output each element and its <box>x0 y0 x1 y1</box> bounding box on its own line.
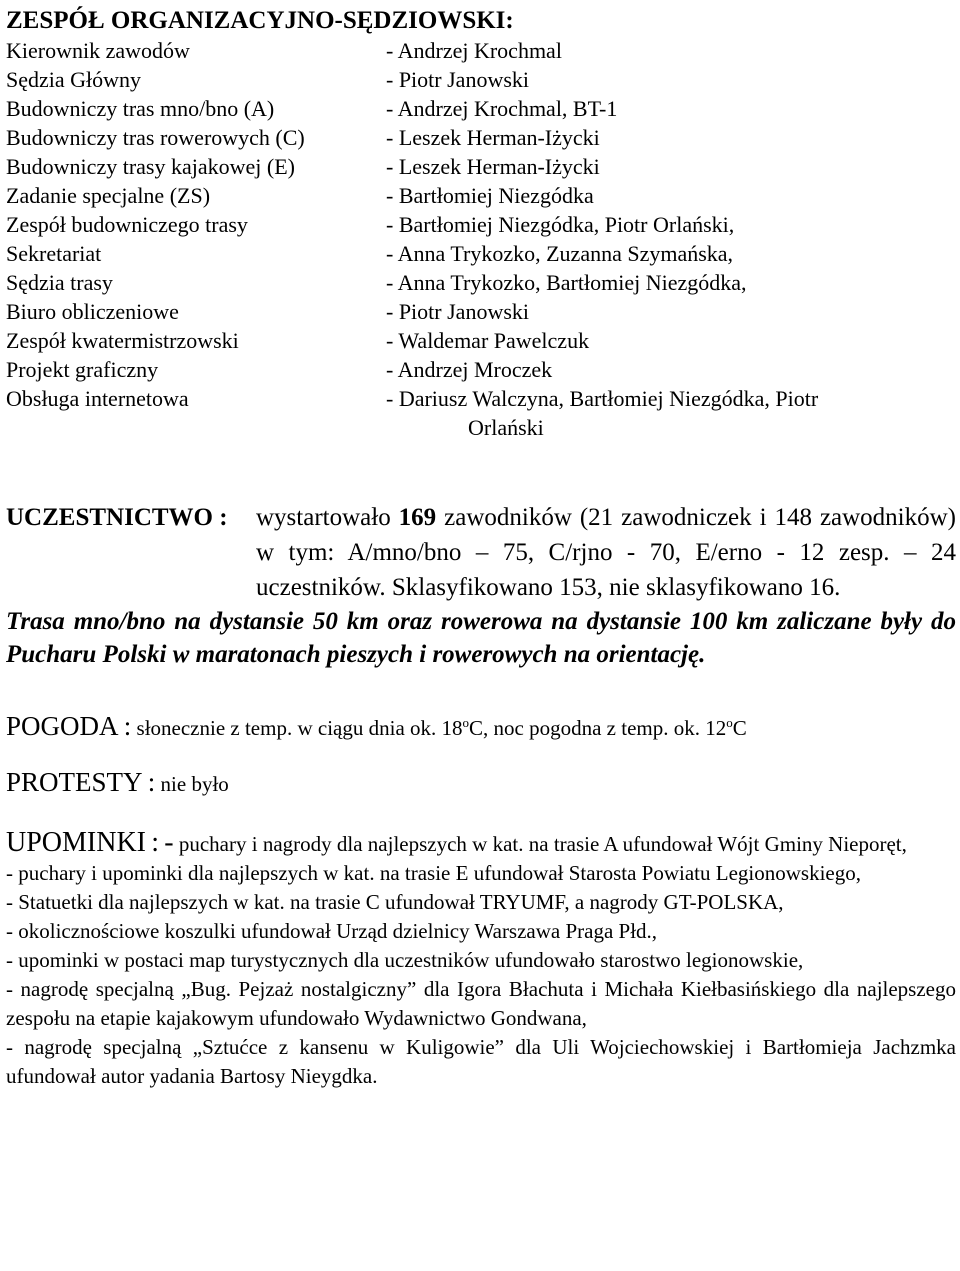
weather-separator: : <box>123 711 132 741</box>
prizes-section <box>6 828 956 1091</box>
staff-person: - Anna Trykozko, Bartłomiej Niezgódka, <box>386 270 747 295</box>
staff-role: Zespół budowniczego trasy <box>6 212 248 237</box>
staff-person: - Bartłomiej Niezgódka, Piotr Orlański, <box>386 212 735 237</box>
participation-text-after: zawodników (21 zawodniczek i 148 zawodników) w tym: A/mno/bno – 75, C/rjno - 70, E/erno - 12 zesp. – 24 uczestników. Sklasyfikowano 153, nie sklasyfikowano 16. <box>256 504 957 601</box>
weather-text-unit: C <box>732 716 747 740</box>
staff-role: Budowniczy tras mno/bno (A) <box>6 96 275 121</box>
prizes-label: UPOMINKI <box>6 827 146 858</box>
staff-row <box>6 239 956 268</box>
staff-person: - Dariusz Walczyna, Bartłomiej Niezgódka, Piotr <box>386 386 819 411</box>
staff-person: - Andrzej Mroczek <box>386 357 553 382</box>
staff-role: Obsługa internetowa <box>6 386 189 411</box>
staff-row <box>6 181 956 210</box>
staff-role: Kierownik zawodów <box>6 38 190 63</box>
staff-person: - Anna Trykozko, Zuzanna Szymańska, <box>386 241 734 266</box>
participation-separator: : <box>219 504 228 531</box>
staff-role: Projekt graficzny <box>6 357 159 382</box>
prize-item: - upominki w postaci map turystycznych dla uczestników ufundowało starostwo legionowskie, <box>6 948 804 972</box>
prizes-dash: - <box>164 827 174 858</box>
prize-item: - okolicznościowe koszulki ufundował Urząd dzielnicy Warszawa Praga Płd., <box>6 919 658 943</box>
staff-person-continuation: Orlański <box>468 415 544 440</box>
prize-item: - puchary i upominki dla najlepszych w kat. na trasie E ufundował Starosta Powiatu Legionowskiego, <box>6 861 861 885</box>
staff-row <box>6 355 956 384</box>
degree-sign: o <box>462 715 470 730</box>
staff-role: Zespół kwatermistrzowski <box>6 328 239 353</box>
staff-person: - Piotr Janowski <box>386 67 529 92</box>
staff-row <box>6 94 956 123</box>
weather-text-day: słonecznie z temp. w ciągu dnia ok. 18 <box>136 716 463 740</box>
participation-section <box>6 500 956 605</box>
document-page <box>6 6 956 1091</box>
participation-text <box>256 500 956 605</box>
staff-row <box>6 152 956 181</box>
staff-row-continuation <box>6 413 956 442</box>
cup-note: Trasa mno/bno na dystansie 50 km oraz rowerowa na dystansie 100 km zaliczane były do Pucharu Polski w maratonach pieszych i rowerowych na orientację. <box>6 608 956 668</box>
degree-sign: o <box>726 715 733 730</box>
staff-role: Biuro obliczeniowe <box>6 299 179 324</box>
participation-count: 169 <box>398 504 437 531</box>
prize-item: - nagrodę specjalną „Sztućce z kansenu w Kuligowie” dla Uli Wojciechowskiej i Bartłomieja Jachzmka ufundował autor yadania Bartosy Nieygdka. <box>6 1035 956 1088</box>
staff-role: Budowniczy trasy kajakowej (E) <box>6 154 295 179</box>
staff-row <box>6 65 956 94</box>
prize-item: - nagrodę specjalną „Bug. Pejzaż nostalgiczny” dla Igora Błachuta i Michała Kiełbasińskiego dla najlepszego zespołu na etapie kajakowym ufundowało Wydawnictwo Gondwana, <box>6 977 956 1030</box>
staff-person: - Waldemar Pawelczuk <box>386 328 590 353</box>
protests-text: nie było <box>160 772 229 796</box>
staff-person: - Leszek Herman-Iżycki <box>386 125 600 150</box>
participation-label <box>6 500 228 535</box>
protests-separator: : <box>147 767 156 797</box>
prizes-separator: : <box>151 827 160 858</box>
staff-role: Sędzia Główny <box>6 67 142 92</box>
staff-list <box>6 36 956 442</box>
protests-section <box>6 765 956 801</box>
weather-section <box>6 709 956 745</box>
staff-row <box>6 326 956 355</box>
staff-person: - Leszek Herman-Iżycki <box>386 154 600 179</box>
participation-label-text: UCZESTNICTWO <box>6 504 213 531</box>
staff-person: - Piotr Janowski <box>386 299 529 324</box>
staff-row <box>6 123 956 152</box>
section-heading-staff: ZESPÓŁ ORGANIZACYJNO-SĘDZIOWSKI: <box>6 7 514 34</box>
staff-row <box>6 268 956 297</box>
staff-person: - Andrzej Krochmal <box>386 38 562 63</box>
staff-role: Zadanie specjalne (ZS) <box>6 183 211 208</box>
prizes-first-item <box>6 828 956 859</box>
weather-text-night: C, noc pogodna z temp. ok. 12 <box>469 716 727 740</box>
staff-role: Budowniczy tras rowerowych (C) <box>6 125 305 150</box>
staff-person: - Andrzej Krochmal, BT-1 <box>386 96 618 121</box>
staff-row <box>6 384 956 413</box>
staff-person: - Bartłomiej Niezgódka <box>386 183 594 208</box>
staff-row <box>6 210 956 239</box>
staff-row <box>6 297 956 326</box>
prizes-first-text: puchary i nagrody dla najlepszych w kat. na trasie A ufundował Wójt Gminy Nieporęt, <box>178 832 907 856</box>
weather-label: POGODA <box>6 711 119 741</box>
staff-row <box>6 36 956 65</box>
staff-role: Sekretariat <box>6 241 102 266</box>
protests-label: PROTESTY <box>6 767 143 797</box>
staff-role: Sędzia trasy <box>6 270 113 295</box>
participation-text-before: wystartowało <box>256 504 391 531</box>
prize-item: - Statuetki dla najlepszych w kat. na trasie C ufundował TRYUMF, a nagrody GT-POLSKA, <box>6 890 784 914</box>
